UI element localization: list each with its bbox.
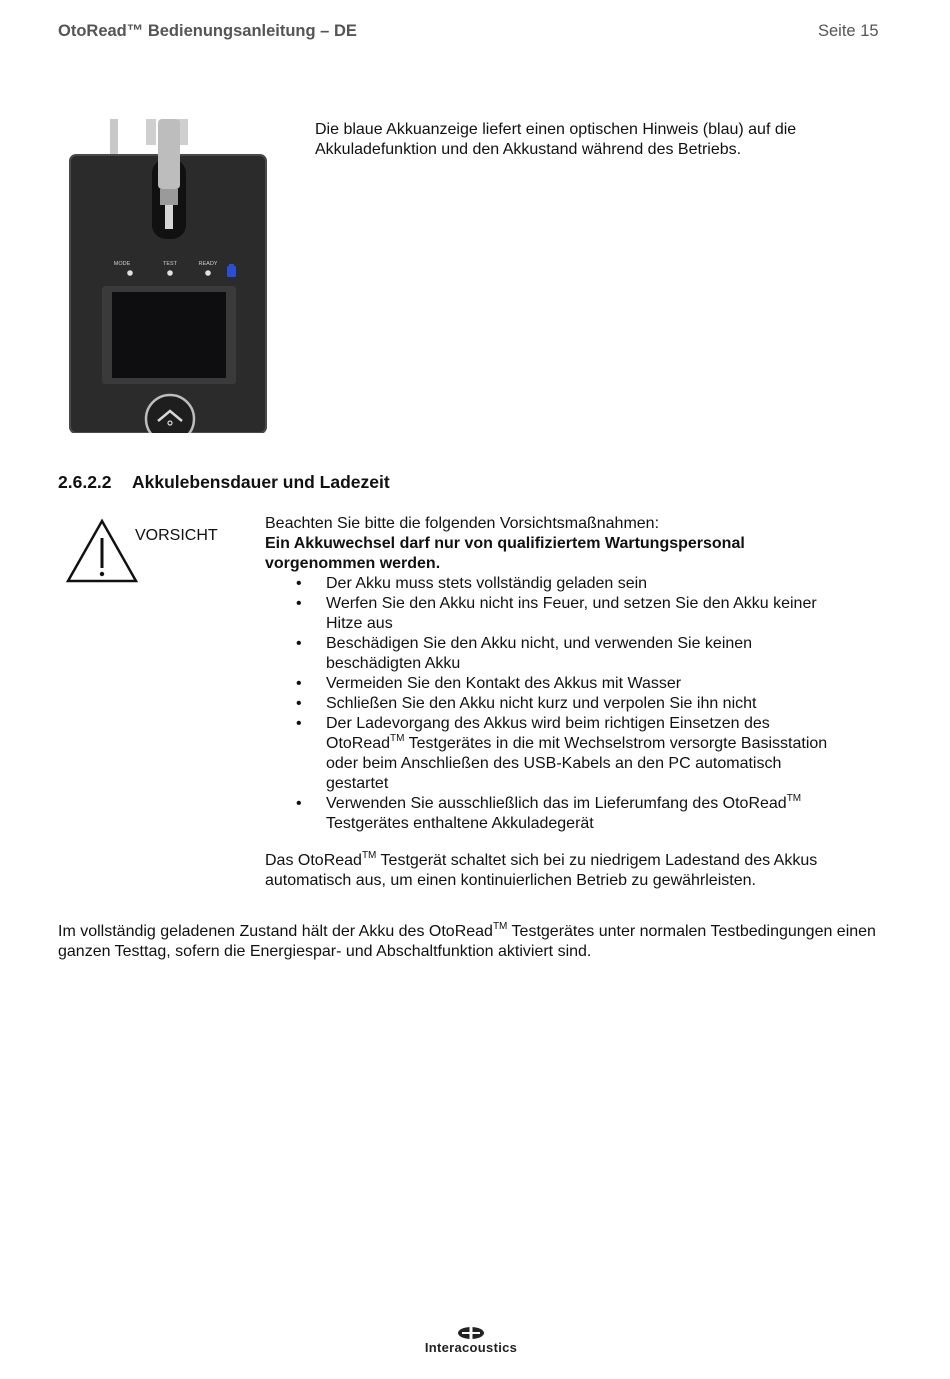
- list-item: [265, 714, 835, 794]
- footer-brand: Interacoustics: [424, 1340, 518, 1355]
- charger-text-pre: Verwenden Sie ausschließlich das im Lieferumfang des OtoRead: [326, 795, 787, 812]
- led-label-test: TEST: [162, 261, 178, 267]
- list-item: • Der Akku muss stets vollständig geladen sein: [265, 574, 835, 594]
- trademark: TM: [786, 792, 802, 804]
- otoread-device-photo: [68, 119, 268, 433]
- caution-bold-note: Ein Akkuwechsel darf nur von qualifiziertem Wartungspersonal vorgenommen werden.: [265, 535, 745, 572]
- runtime-text-post: Testgerätes unter normalen Testbedingungen einen ganzen Testtag, sofern die Energiespar- und Abschaltfunktion aktiviert sind.: [58, 923, 876, 960]
- header-title: OtoRead™ Bedienungsanleitung – DE: [58, 22, 357, 40]
- list-item: • Werfen Sie den Akku nicht ins Feuer, und setzen Sie den Akku keiner Hitze aus: [265, 594, 835, 634]
- battery-indicator-icon: [227, 266, 236, 277]
- shutdown-paragraph: [265, 851, 835, 891]
- trademark: TM: [361, 849, 377, 861]
- runtime-text-pre: Im vollständig geladenen Zustand hält der Akku des OtoRead: [58, 923, 493, 940]
- led-label-ready: READY: [198, 261, 218, 267]
- section-title: Akkulebensdauer und Ladezeit: [132, 472, 390, 492]
- list-item: • Beschädigen Sie den Akku nicht, und verwenden Sie keinen beschädigten Akku: [265, 634, 835, 674]
- list-item: [265, 794, 835, 834]
- caution-list: [265, 574, 835, 834]
- section-heading: [58, 472, 390, 493]
- trademark: TM: [390, 732, 405, 744]
- list-item: • Schließen Sie den Akku nicht kurz und verpolen Sie ihn nicht: [265, 694, 835, 714]
- shutdown-text-post: Testgerät schaltet sich bei zu niedrigem Ladestand des Akkus automatisch aus, um einen kontinuierlichen Betrieb zu gewährleisten.: [265, 852, 818, 889]
- section-number: 2.6.2.2: [58, 472, 112, 492]
- caution-block: [265, 514, 835, 891]
- interacoustics-logo-icon: [457, 1326, 485, 1340]
- battery-indicator-description: Die blaue Akkuanzeige liefert einen optischen Hinweis (blau) auf die Akkuladefunktion und den Akkustand während des Betriebs.: [315, 121, 797, 158]
- charging-text-post: Testgerätes in die mit Wechselstrom versorgte Basisstation oder beim Anschließen des USB-Kabels an den PC automatisch gestartet: [326, 735, 828, 792]
- charging-text-pre: Der Ladevorgang des Akkus wird beim richtigen Einsetzen des OtoRead: [326, 715, 770, 752]
- shutdown-text-pre: Das OtoRead: [265, 852, 362, 869]
- trademark: TM: [492, 920, 508, 932]
- charger-text-post: Testgerätes enthaltene Akkuladegerät: [326, 815, 594, 832]
- page-number: Seite 15: [818, 22, 879, 40]
- led-label-mode: MODE: [113, 261, 131, 267]
- caution-intro: Beachten Sie bitte die folgenden Vorsichtsmaßnahmen:: [265, 515, 660, 532]
- footer-logo: [408, 1326, 534, 1355]
- runtime-paragraph: [58, 922, 878, 962]
- caution-label: VORSICHT: [135, 527, 218, 544]
- warning-triangle-icon: [66, 518, 138, 584]
- list-item: • Vermeiden Sie den Kontakt des Akkus mit Wasser: [265, 674, 835, 694]
